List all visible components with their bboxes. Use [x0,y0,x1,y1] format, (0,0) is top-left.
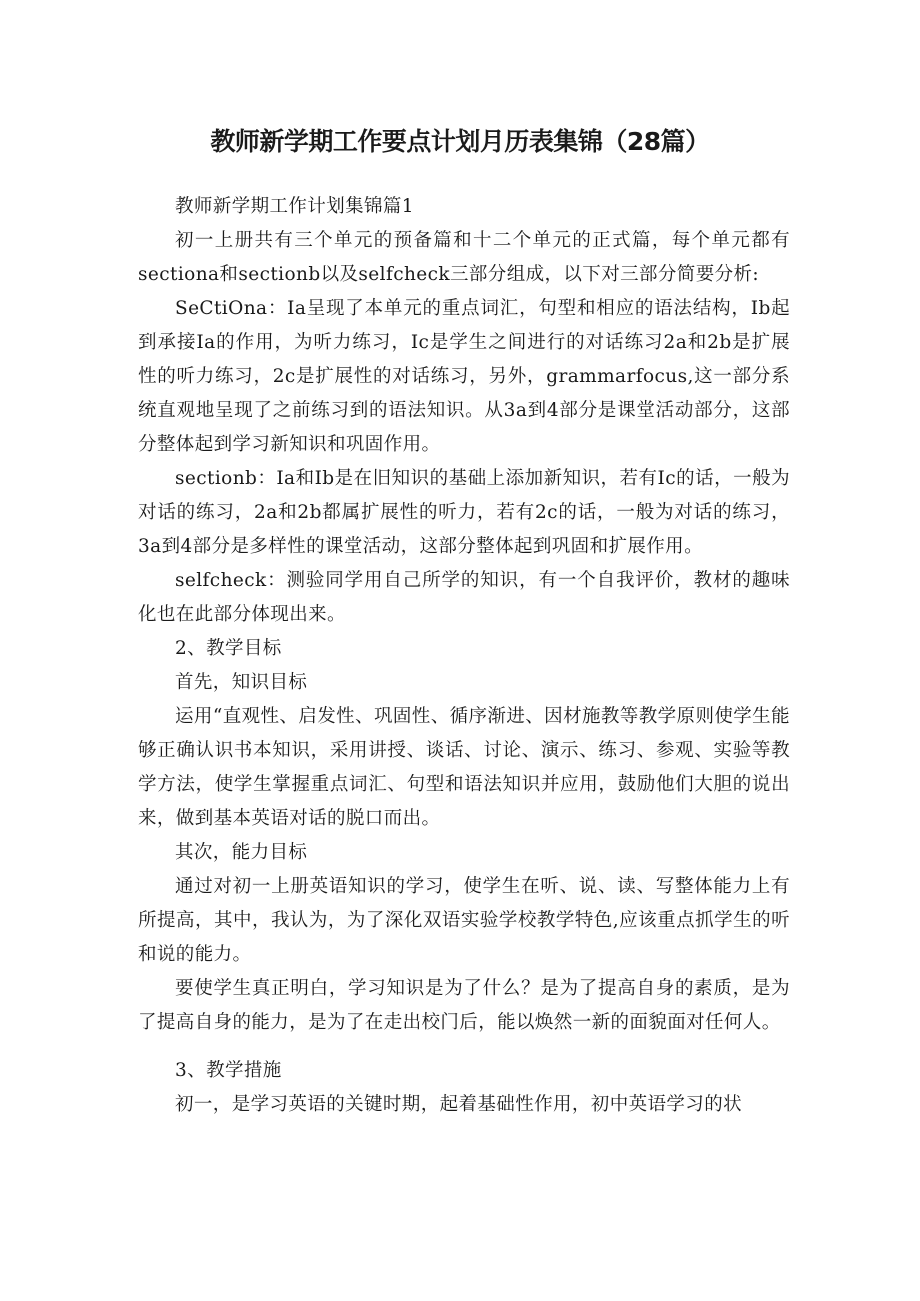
paragraph-heading: 教师新学期工作计划集锦篇1 [175,196,414,217]
subsection-heading: 其次，能力目标 [175,842,308,863]
paragraph: 初一上册共有三个单元的预备篇和十二个单元的正式篇，每个单元都有sectiona和sectionb以及selfcheck三部分组成，以下对三部分简要分析: [138,230,790,285]
paragraph: 通过对初一上册英语知识的学习，使学生在听、说、读、写整体能力上有所提高，其中，我认为，为了深化双语实验学校教学特色,应该重点抓学生的听和说的能力。 [138,876,790,965]
paragraph: sectionb：Ia和Ib是在旧知识的基础上添加新知识，若有Ic的话，一般为对话的练习，2a和2b都属扩展性的听力，若有2c的话，一般为对话的练习，3a到4部分是多样性的课堂活动，这部分整体起到巩固和扩展作用。 [138,468,790,557]
paragraph: 运用“直观性、启发性、巩固性、循序渐进、因材施教等教学原则使学生能够正确认识书本知识，采用讲授、谈话、讨论、演示、练习、参观、实验等教学方法，使学生掌握重点词汇、句型和语法知识并应用，鼓励他们大胆的说出来，做到基本英语对话的脱口而出。 [138,706,790,829]
subsection-heading: 首先，知识目标 [175,672,308,693]
document-body [138,190,790,1122]
paragraph: selfcheck：测验同学用自己所学的知识，有一个自我评价，教材的趣味化也在此部分体现出来。 [138,570,790,625]
document-title: 教师新学期工作要点计划月历表集锦（28篇） [210,127,710,156]
paragraph: 要使学生真正明白，学习知识是为了什么？是为了提高自身的素质，是为了提高自身的能力，是为了在走出校门后，能以焕然一新的面貌面对任何人。 [138,978,790,1033]
section-heading: 2、教学目标 [175,638,282,659]
paragraph: 初一，是学习英语的关键时期，起着基础性作用，初中英语学习的状 [175,1094,743,1115]
paragraph: SeCtiOna：Ia呈现了本单元的重点词汇，句型和相应的语法结构，Ib起到承接Ia的作用，为听力练习，Ic是学生之间进行的对话练习2a和2b是扩展性的听力练习，2c是扩展性的对话练习，另外，grammarfocus,这一部分系统直观地呈现了之前练习到的语法知识。从3a到4部分是课堂活动部分，这部分整体起到学习新知识和巩固作用。 [138,298,790,455]
section-heading: 3、教学措施 [175,1060,282,1081]
